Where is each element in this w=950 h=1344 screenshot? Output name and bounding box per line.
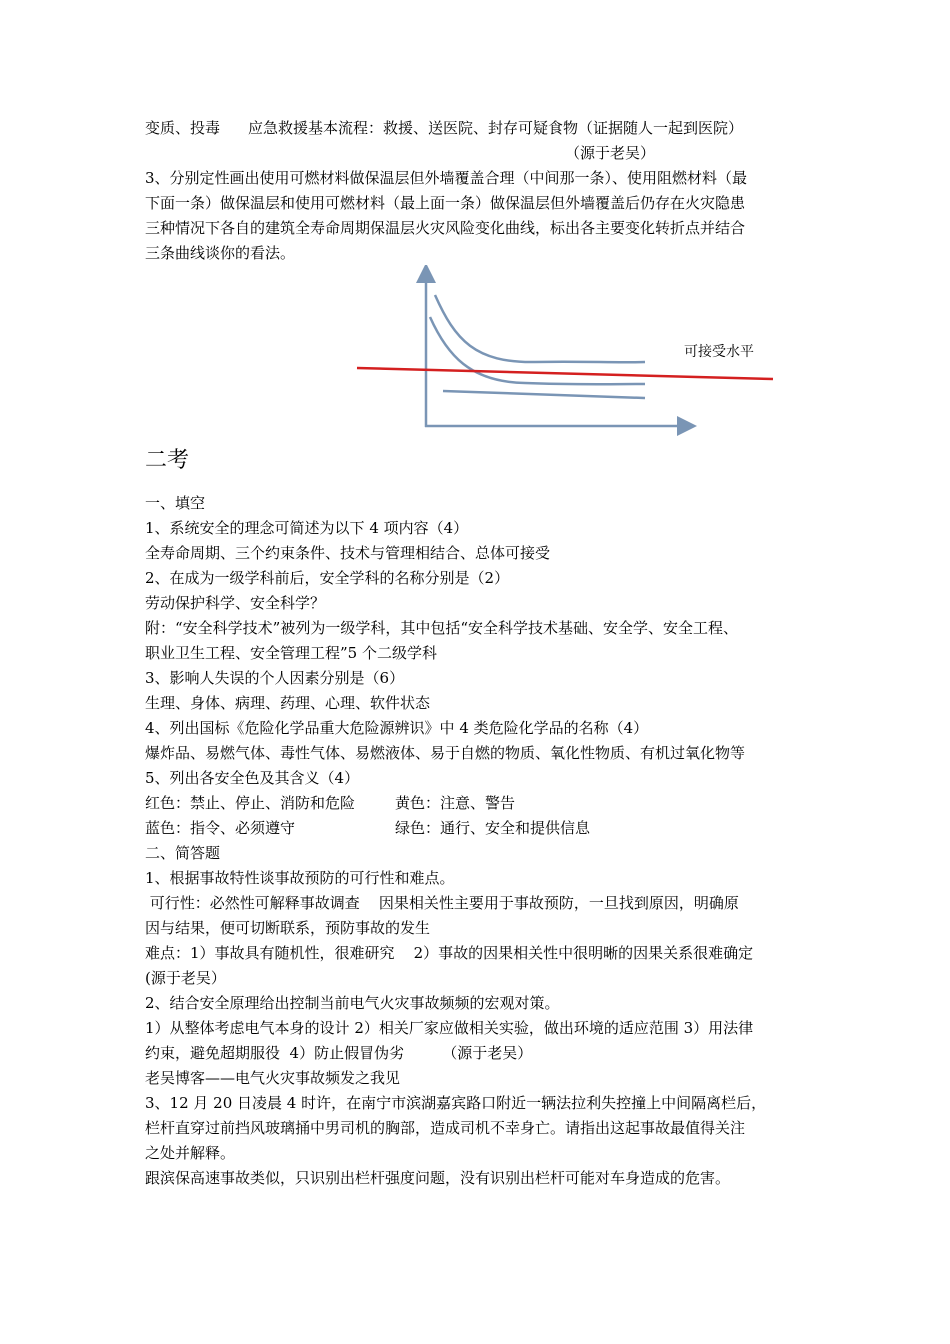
- rescue-flow-line: [145, 118, 815, 138]
- short-answer-heading: 二、简答题: [145, 844, 221, 862]
- source-note: (源于老吴）: [145, 969, 226, 987]
- yellow-meaning: 黄色：注意、警告: [395, 794, 516, 812]
- note-line: 附：“安全科学技术”被列为一级学科，其中包括“安全科学技术基础、安全学、安全工程、: [145, 619, 739, 637]
- acceptable-level-label: 可接受水平: [684, 344, 754, 360]
- question-line: 4、列出国标《危险化学品重大危险源辨识》中 4 类危险化学品的名称（4）: [145, 719, 649, 737]
- color-row: [145, 818, 815, 838]
- question-line: 2、结合安全原理给出控制当前电气火灾事故频频的宏观对策。: [145, 994, 560, 1012]
- blog-reference: 老吴博客——电气火灾事故频发之我见: [145, 1069, 401, 1087]
- risk-curve-top: [435, 295, 645, 362]
- answer-line: 生理、身体、病理、药理、心理、软件状态: [145, 694, 431, 712]
- question-line: 1、系统安全的理念可简述为以下 4 项内容（4）: [145, 519, 469, 537]
- question-line: 3、12 月 20 日凌晨 4 时许，在南宁市滨湖嘉宾路口附近一辆法拉利失控撞上中间隔离栏后，: [145, 1094, 767, 1112]
- acceptable-level-line: [357, 368, 773, 379]
- text-segment: 应急救援基本流程：救援、送医院、封存可疑食物（证据随人一起到医院）: [248, 119, 744, 137]
- question-line: 3、分别定性画出使用可燃材料做保温层但外墙覆盖合理（中间那一条）、使用阻燃材料（最: [145, 169, 748, 187]
- question-line: 5、列出各安全色及其含义（4）: [145, 769, 360, 787]
- answer-line: 全寿命周期、三个约束条件、技术与管理相结合、总体可接受: [145, 544, 551, 562]
- question-line: 三条曲线谈你的看法。: [145, 244, 296, 262]
- question-line: 1、根据事故特性谈事故预防的可行性和难点。: [145, 869, 455, 887]
- color-row: [145, 793, 815, 813]
- note-line: 职业卫生工程、安全管理工程”5 个二级学科: [145, 644, 437, 662]
- answer-line: 难点：1）事故具有随机性，很难研究 2）事故的因果相关性中很明晰的因果关系很难确定: [145, 944, 754, 962]
- question-line: 3、影响人失误的个人因素分别是（6）: [145, 669, 405, 687]
- red-meaning: 红色：禁止、停止、消防和危险: [145, 794, 356, 812]
- source-note: （源于老吴）: [564, 144, 655, 162]
- answer-line: 可行性：必然性可解释事故调查 因果相关性主要用于事故预防，一旦找到原因，明确原: [145, 894, 739, 912]
- question-line: 三种情况下各自的建筑全寿命周期保温层火灾风险变化曲线，标出各主要变化转折点并结合: [145, 219, 746, 237]
- answer-line: 跟滨保高速事故类似，只识别出栏杆强度问题，没有识别出栏杆可能对车身造成的危害。: [145, 1169, 731, 1187]
- blue-meaning: 蓝色：指令、必须遵守: [145, 819, 296, 837]
- answer-line: 爆炸品、易燃气体、毒性气体、易燃液体、易于自燃的物质、氧化性物质、有机过氧化物等: [145, 744, 746, 762]
- risk-curve-bottom: [443, 391, 645, 398]
- question-line: 之处并解释。: [145, 1144, 236, 1162]
- question-line: 2、在成为一级学科前后，安全学科的名称分别是（2）: [145, 569, 510, 587]
- question-line: 下面一条）做保温层和使用可燃材料（最上面一条）做保温层但外墙覆盖后仍存在火灾隐患: [145, 194, 746, 212]
- fill-heading: 一、填空: [145, 494, 206, 512]
- answer-line: 约束，避免超期服役 4）防止假冒伪劣 （源于老吴）: [145, 1044, 533, 1062]
- question-line: 栏杆直穿过前挡风玻璃捅中男司机的胸部，造成司机不幸身亡。请指出这起事故最值得关注: [145, 1119, 746, 1137]
- green-meaning: 绿色：通行、安全和提供信息: [395, 819, 591, 837]
- fire-risk-graph: [355, 265, 785, 440]
- answer-line: 劳动保护科学、安全科学？: [145, 594, 326, 612]
- answer-line: 因与结果，便可切断联系，预防事故的发生: [145, 919, 431, 937]
- text-segment: 变质、投毒: [145, 119, 221, 137]
- section-title: 二考: [145, 448, 190, 473]
- answer-line: 1）从整体考虑电气本身的设计 2）相关厂家应做相关实验，做出环境的适应范围 3）用法律: [145, 1019, 754, 1037]
